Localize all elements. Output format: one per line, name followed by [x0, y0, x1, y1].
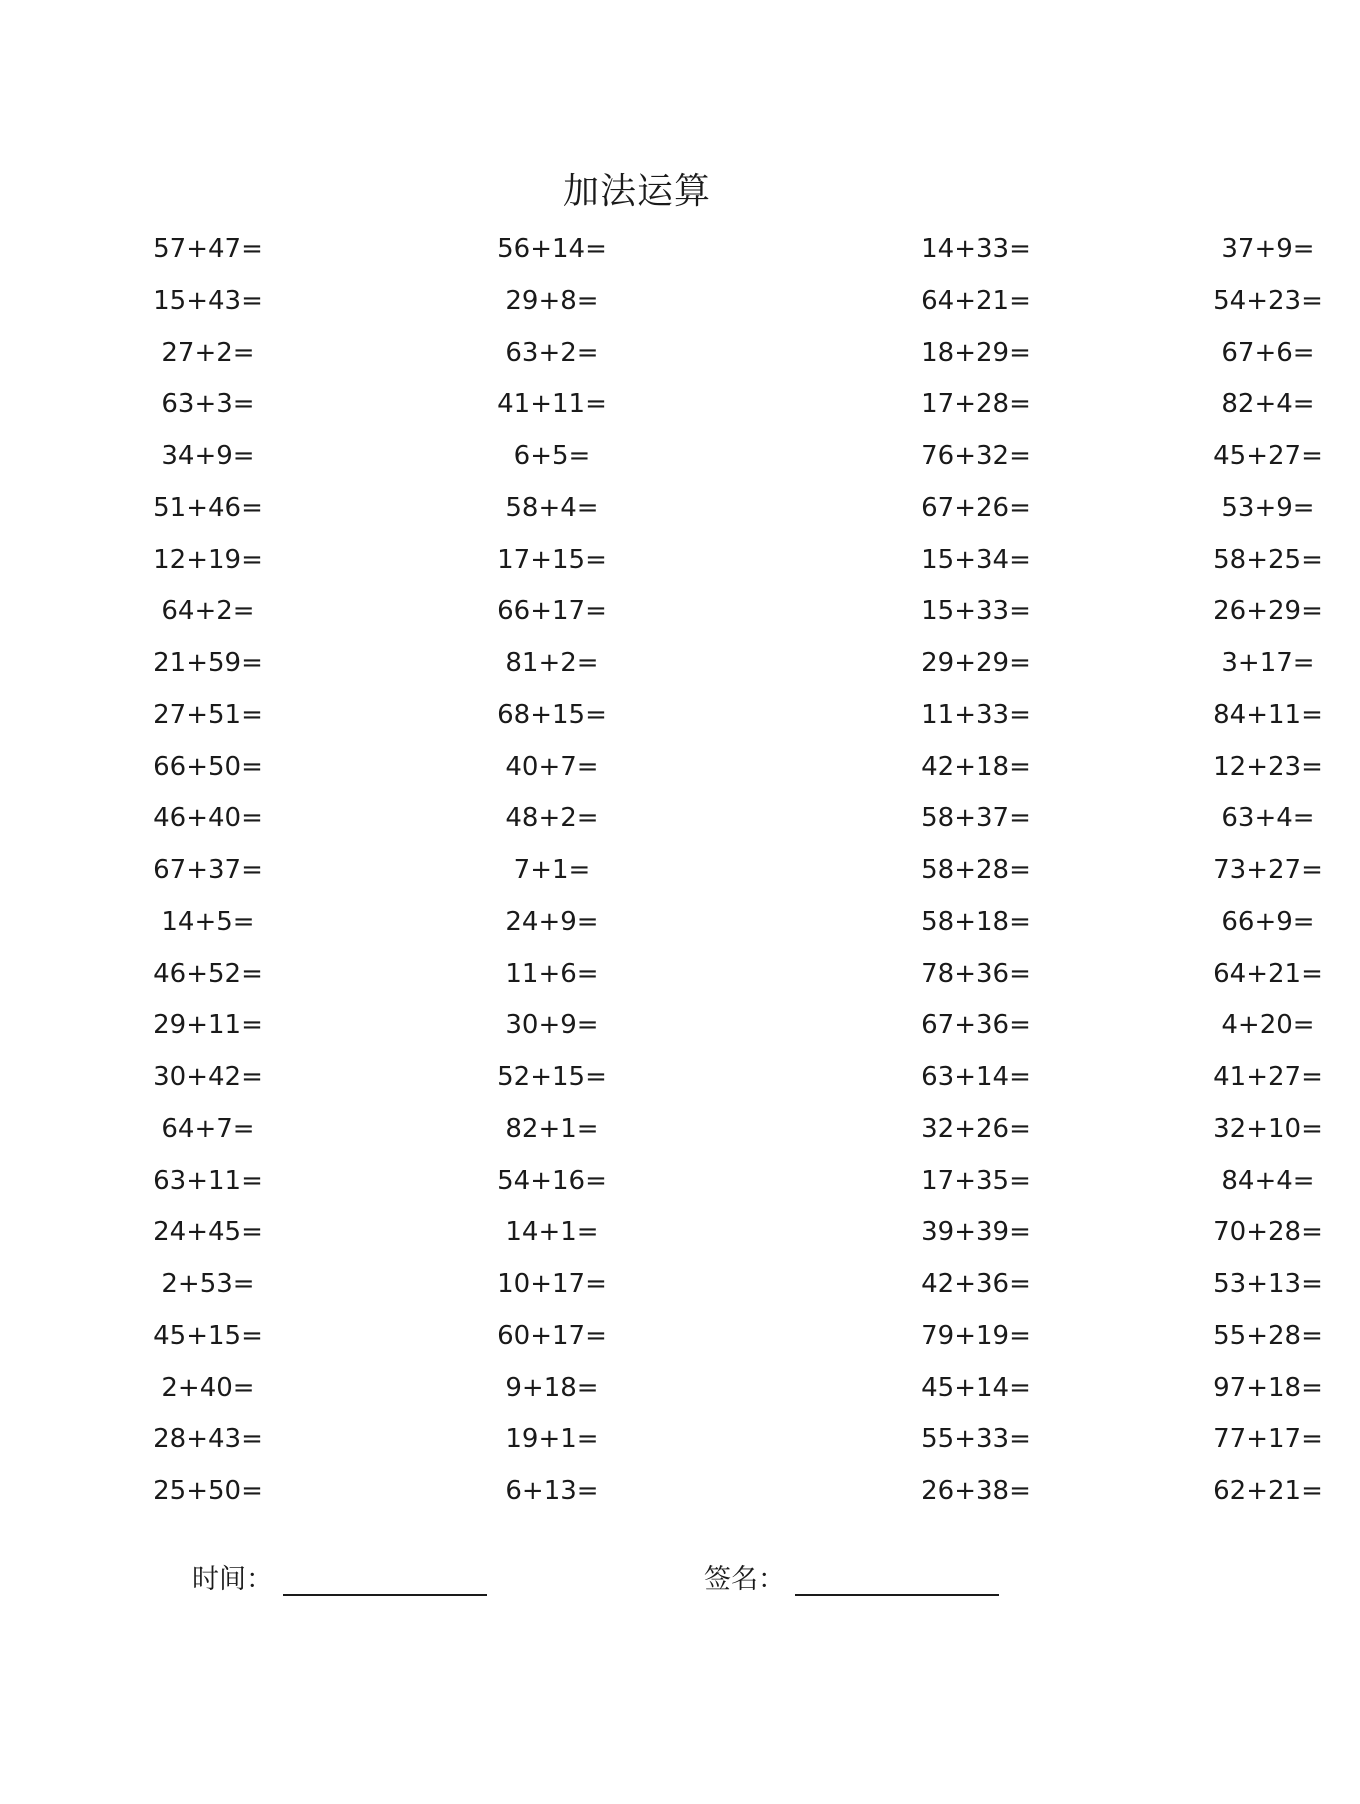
addition-problem: 30+9= [505, 1010, 599, 1041]
addition-problem: 56+14= [497, 234, 607, 264]
addition-problem: 45+15= [153, 1320, 263, 1351]
addition-problem: 14+1= [505, 1217, 599, 1248]
addition-problem: 7+1= [513, 855, 591, 885]
addition-problem: 64+21= [1213, 958, 1323, 989]
addition-problem: 37+9= [1221, 234, 1315, 264]
addition-problem: 82+1= [505, 1113, 599, 1144]
addition-problem: 67+6= [1221, 337, 1315, 368]
addition-problem: 28+43= [153, 1424, 263, 1455]
addition-problem: 64+7= [161, 1113, 255, 1144]
addition-problem: 42+36= [921, 1269, 1031, 1299]
addition-problem: 51+46= [153, 492, 263, 523]
addition-problem: 3+17= [1221, 648, 1315, 678]
addition-problem: 55+28= [1213, 1320, 1323, 1351]
addition-problem: 27+2= [161, 337, 255, 368]
addition-problem: 97+18= [1213, 1372, 1323, 1403]
addition-problem: 21+59= [153, 648, 263, 678]
addition-problem: 12+23= [1213, 751, 1323, 782]
addition-problem: 62+21= [1213, 1476, 1323, 1506]
addition-problem: 17+15= [497, 544, 607, 575]
addition-problem: 46+52= [153, 958, 263, 989]
addition-problem: 26+29= [1213, 596, 1323, 627]
addition-problem: 32+10= [1213, 1113, 1323, 1144]
addition-problem: 48+2= [505, 803, 599, 834]
time-field [192, 1560, 487, 1600]
addition-problem: 4+20= [1221, 1010, 1315, 1041]
addition-problem: 64+2= [161, 596, 255, 627]
addition-problem: 17+35= [921, 1165, 1031, 1196]
addition-problem: 39+39= [921, 1217, 1031, 1248]
addition-problem: 79+19= [921, 1320, 1031, 1351]
addition-problem: 9+18= [505, 1372, 599, 1403]
addition-problem: 63+2= [505, 337, 599, 368]
addition-problem: 63+14= [921, 1062, 1031, 1092]
addition-problem: 41+27= [1213, 1062, 1323, 1092]
addition-problem: 46+40= [153, 803, 263, 834]
addition-problem: 11+33= [921, 699, 1031, 730]
addition-problem: 42+18= [921, 751, 1031, 782]
footer [0, 1560, 1274, 1620]
addition-problem: 63+11= [153, 1165, 263, 1196]
addition-problem: 15+34= [921, 544, 1031, 575]
addition-problem: 2+53= [161, 1269, 255, 1299]
addition-problem: 27+51= [153, 699, 263, 730]
addition-problem: 53+13= [1213, 1269, 1323, 1299]
addition-problem: 77+17= [1213, 1424, 1323, 1455]
time-blank-line [283, 1562, 487, 1596]
addition-problem: 58+18= [921, 906, 1031, 937]
time-label: 时间： [192, 1564, 273, 1595]
addition-problem: 19+1= [505, 1424, 599, 1455]
signature-field [704, 1560, 999, 1600]
signature-label: 签名： [704, 1564, 785, 1595]
page-title: 加法运算 [562, 171, 711, 212]
addition-problem: 60+17= [497, 1320, 607, 1351]
addition-problem: 68+15= [497, 699, 607, 730]
addition-problem: 40+7= [505, 751, 599, 782]
addition-problem: 26+38= [921, 1476, 1031, 1506]
addition-problem: 66+50= [153, 751, 263, 782]
addition-problem: 2+40= [161, 1372, 255, 1403]
addition-problem: 52+15= [497, 1062, 607, 1092]
addition-problem: 63+4= [1221, 803, 1315, 834]
addition-problem: 18+29= [921, 337, 1031, 368]
addition-problem: 67+26= [921, 492, 1031, 523]
addition-problem: 24+9= [505, 906, 599, 937]
addition-problem: 55+33= [921, 1424, 1031, 1455]
addition-problem: 84+11= [1213, 699, 1323, 730]
addition-problem: 14+5= [161, 906, 255, 937]
addition-problem: 67+37= [153, 855, 263, 885]
addition-problem: 67+36= [921, 1010, 1031, 1041]
addition-problem: 64+21= [921, 285, 1031, 316]
addition-problem: 6+13= [505, 1476, 599, 1506]
addition-problem: 76+32= [921, 441, 1031, 471]
addition-problem: 54+23= [1213, 285, 1323, 316]
addition-problem: 24+45= [153, 1217, 263, 1248]
addition-problem: 15+43= [153, 285, 263, 316]
addition-problem: 10+17= [497, 1269, 607, 1299]
addition-problem: 29+29= [921, 648, 1031, 678]
addition-problem: 82+4= [1221, 389, 1315, 420]
addition-problem: 58+28= [921, 855, 1031, 885]
addition-problem: 29+11= [153, 1010, 263, 1041]
addition-problem: 45+27= [1213, 441, 1323, 471]
addition-problem: 14+33= [921, 234, 1031, 264]
addition-problem: 57+47= [153, 234, 263, 264]
addition-problem: 66+9= [1221, 906, 1315, 937]
addition-problem: 78+36= [921, 958, 1031, 989]
signature-blank-line [795, 1562, 999, 1596]
addition-problem: 12+19= [153, 544, 263, 575]
addition-problem: 30+42= [153, 1062, 263, 1092]
addition-problem: 84+4= [1221, 1165, 1315, 1196]
addition-problem: 53+9= [1221, 492, 1315, 523]
problem-grid [116, 224, 1323, 1518]
addition-problem: 25+50= [153, 1476, 263, 1506]
addition-problem: 73+27= [1213, 855, 1323, 885]
addition-problem: 66+17= [497, 596, 607, 627]
addition-problem: 81+2= [505, 648, 599, 678]
addition-problem: 45+14= [921, 1372, 1031, 1403]
addition-problem: 11+6= [505, 958, 599, 989]
addition-problem: 63+3= [161, 389, 255, 420]
addition-problem: 29+8= [505, 285, 599, 316]
addition-problem: 58+25= [1213, 544, 1323, 575]
addition-problem: 70+28= [1213, 1217, 1323, 1248]
addition-problem: 41+11= [497, 389, 607, 420]
addition-problem: 6+5= [513, 441, 591, 471]
addition-problem: 17+28= [921, 389, 1031, 420]
addition-problem: 58+37= [921, 803, 1031, 834]
addition-problem: 32+26= [921, 1113, 1031, 1144]
addition-problem: 54+16= [497, 1165, 607, 1196]
addition-problem: 34+9= [161, 441, 255, 471]
addition-problem: 15+33= [921, 596, 1031, 627]
addition-problem: 58+4= [505, 492, 599, 523]
